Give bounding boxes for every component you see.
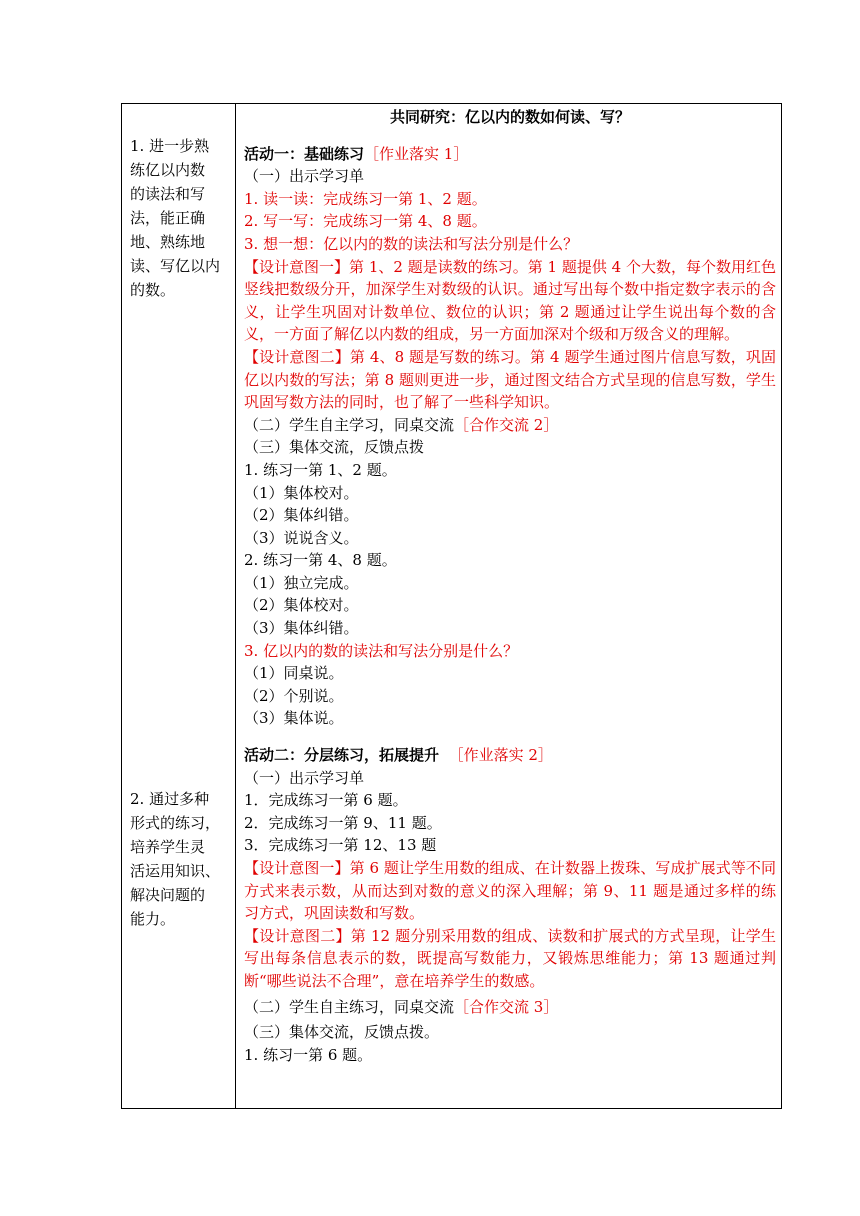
list-item: （1）集体校对。 — [244, 483, 359, 502]
activity1-design-2: 【设计意图二】第 4、8 题是写数的练习。第 4 题学生通过图片信息写数，巩固亿以内数的写法；第 8 题则更进一步，通过图文结合方式呈现的信息写数，学生巩固写数方法的同时，也了解了一些科学知识。 — [244, 347, 776, 412]
activity1-task: 1. 读一读：完成练习一第 1、2 题。 — [244, 189, 487, 208]
activity2-exchange: （三）集体交流，反馈点拨。 — [244, 1023, 440, 1042]
lesson-table — [121, 103, 782, 1109]
objective-line: 1. 进一步熟 — [130, 137, 210, 155]
list-item: 2. 练习一第 4、8 题。 — [244, 551, 397, 570]
activity1-question-3: 3. 亿以内的数的读法和写法分别是什么？ — [244, 641, 519, 660]
list-item: （2）集体纠错。 — [244, 506, 359, 525]
list-item: （2）集体校对。 — [244, 596, 359, 615]
objective-line: 法，能正确 — [130, 209, 206, 227]
activity2-heading-row — [244, 744, 776, 767]
activity2-self-practice-tag: ［合作交流 3］ — [454, 997, 559, 1016]
list-item: 1. 练习一第 1、2 题。 — [244, 460, 397, 479]
objective-line: 读、写亿以内 — [130, 257, 221, 275]
objective-line: 2. 通过多种 — [130, 790, 210, 808]
objective-2 — [130, 787, 232, 931]
activity2-heading: 活动二：分层练习，拓展提升 — [244, 746, 440, 765]
activity2-self-practice: （二）学生自主练习，同桌交流 — [244, 997, 455, 1016]
activity2-design-2: 【设计意图二】第 12 题分别采用数的组成、读数和扩展式的方式呈现，让学生写出每条信息表示的数，既提高写数能力，又锻炼思维能力；第 13 题通过判断“哪些说法不合理”，意在培养学生的数感。 — [244, 926, 776, 990]
activity1-self-study-tag: ［合作交流 2］ — [454, 415, 559, 434]
list-item: 1. 练习一第 6 题。 — [244, 1045, 373, 1064]
objective-line: 活运用知识、 — [130, 862, 221, 880]
activity1-sheet: （一）出示学习单 — [244, 167, 365, 186]
list-item: （3）集体说。 — [244, 709, 344, 728]
activity2-task: 3．完成练习一第 12、13 题 — [244, 836, 437, 855]
list-item: （2）个别说。 — [244, 686, 344, 705]
objective-line: 培养学生灵 — [130, 838, 206, 856]
activity2-task: 2．完成练习一第 9、11 题。 — [244, 813, 442, 832]
list-item: （1）同桌说。 — [244, 664, 344, 683]
activity1-heading-row — [244, 143, 776, 166]
objective-line: 的读法和写 — [130, 185, 206, 203]
activity1-self-study-row — [244, 414, 776, 437]
objective-line: 解决问题的 — [130, 886, 206, 904]
list-item: （1）独立完成。 — [244, 573, 359, 592]
objective-line: 的数。 — [130, 281, 176, 299]
activity2-sheet: （一）出示学习单 — [244, 768, 365, 787]
activity1-exchange: （三）集体交流，反馈点拨 — [244, 438, 425, 457]
page-title: 共同研究：亿以内的数如何读、写？ — [389, 108, 630, 126]
activity1-self-study: （二）学生自主学习，同桌交流 — [244, 415, 455, 434]
objective-line: 地、熟练地 — [130, 233, 206, 251]
activity2-self-practice-row — [244, 996, 776, 1019]
objective-line: 能力。 — [130, 910, 176, 928]
objective-line: 形式的练习， — [130, 814, 221, 832]
activity2-design-1: 【设计意图一】第 6 题让学生用数的组成、在计数器上拨珠、写成扩展式等不同方式来表示数，从而达到对数的意义的深入理解；第 9、11 题是通过多样的练习方式，巩固读数和写数。 — [244, 859, 776, 923]
list-item: （3）集体纠错。 — [244, 619, 359, 638]
activity1-tag: ［作业落实 1］ — [364, 144, 469, 163]
activity-content — [244, 106, 776, 1066]
activity2-task: 1．完成练习一第 6 题。 — [244, 791, 408, 810]
activity1-heading: 活动一：基础练习 — [244, 144, 365, 163]
column-divider — [235, 104, 236, 1108]
list-item: （3）说说含义。 — [244, 528, 359, 547]
activity1-design-1: 【设计意图一】第 1、2 题是读数的练习。第 1 题提供 4 个大数，每个数用红色竖线把数级分开，加深学生对数级的认识。通过写出每个数中指定数字表示的含义，让学生巩固对计数单位、数位的认识；第 2 题通过让学生说出每个数的含义，一方面了解亿以内数的组成，另一方面加深对个级和万级含义的理解。 — [244, 257, 776, 344]
objective-1 — [130, 134, 232, 302]
objective-line: 练亿以内数 — [130, 161, 206, 179]
activity1-task: 2. 写一写：完成练习一第 4、8 题。 — [244, 212, 487, 231]
activity1-task: 3. 想一想：亿以内的数的读法和写法分别是什么？ — [244, 234, 579, 253]
activity2-tag: ［作业落实 2］ — [448, 746, 553, 765]
